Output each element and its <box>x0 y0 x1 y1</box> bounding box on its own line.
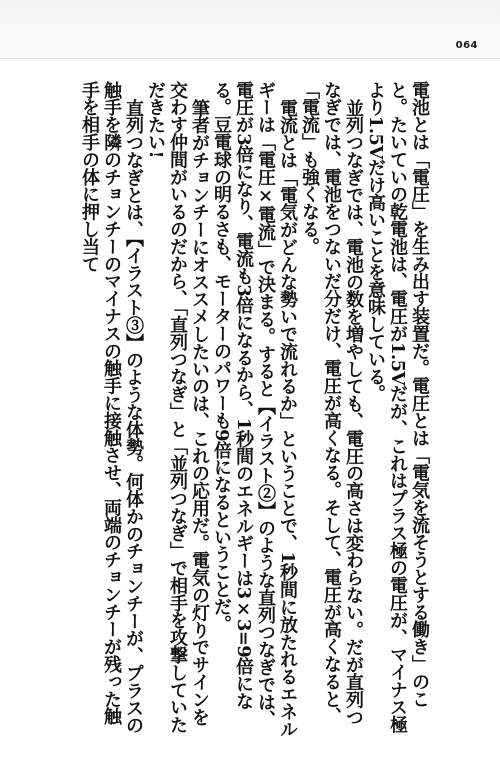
paragraph: 筆者がチョンチーにオススメしたいのは、これの応用だ。電気の灯りでサインを交わす仲間がいるのだから、「直列つなぎ」と「並列つなぎ」で相手を攻撃していただきたい! <box>145 81 210 734</box>
vertical-body-text <box>78 81 430 741</box>
paragraph: 直列つなぎとは、【イラスト③】のような体勢。何体かのチョンチーが、プラスの触手を隣のチョンチーのマイナスの触手に接触させ、両端のチョンチーが残った触手を相手の体に押し当て <box>79 81 144 734</box>
page-number: 064 <box>455 40 478 51</box>
paragraph: 並列つなぎでは、電池の数を増やしても、電圧の高さは変わらない。だが直列つなぎでは、電池をつないだ分だけ、電圧が高くなる。そして、電圧が高くなると、「電流」も強くなる。 <box>299 81 364 726</box>
page-header-band <box>0 0 500 59</box>
paragraph: 電流とは「電気がどんな勢いで流れるか」ということで、1秒間に放たれるエネルギーは「電圧×電流」で決まる。すると【イラスト②】のような直列つなぎでは、電圧が3倍になり、電流も3倍になるから、1秒間のエネルギーは3×3=9倍になる。豆電球の明るさも、モーターのパワーも9倍になるということだ。 <box>211 81 298 738</box>
paragraph: 電池とは「電圧」を生み出す装置だ。電圧とは「電気を流そうとする働き」のこと。たいていの乾電池は、電圧が1.5Vだが、これはプラス極の電圧が、マイナス極より1.5Vだけ高いことを意味している。 <box>365 81 430 733</box>
